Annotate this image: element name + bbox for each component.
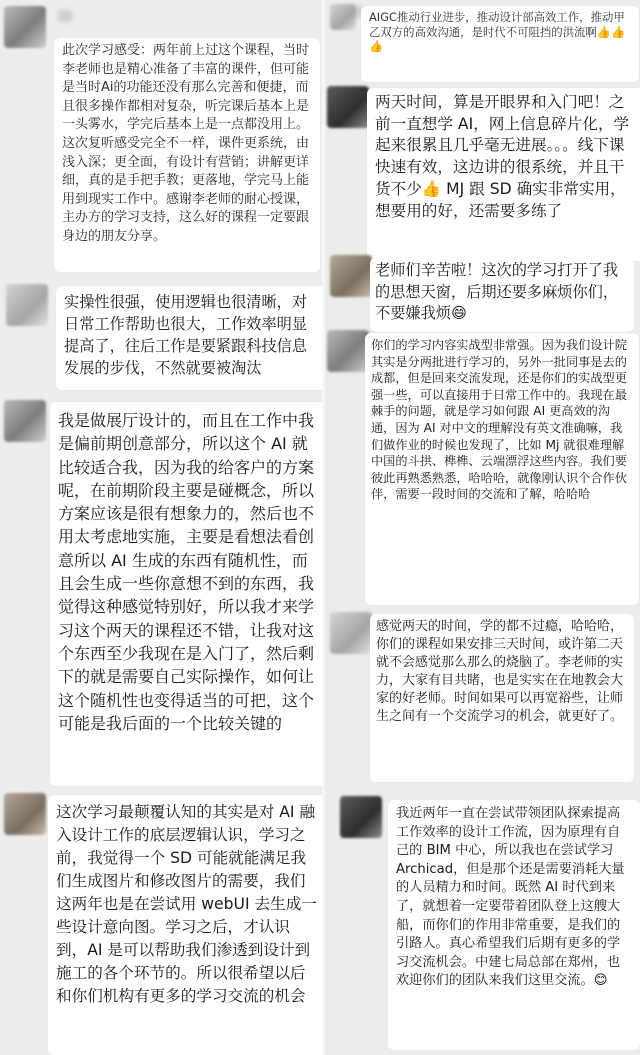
sender-avatar[interactable]: [327, 86, 369, 128]
chat-message-bubble: 这次学习最颠覆认知的其实是对 AI 融入设计工作的底层逻辑认识，学习之前，我觉得一个 SD 可能就能满足我们生成图片和修改图片的需要，我们这两年也是在尝试用 webUI 去生成一些设计意向图。学习之后，才认识到，AI 是可以帮助我们渗透到设计到施工的各个环节的。所以很希望以后和你们机构有更多的学习交流的机会: [48, 795, 328, 1055]
sender-avatar[interactable]: [330, 4, 356, 30]
sender-name-blurred: [58, 10, 72, 22]
chat-message-bubble: 实操性很强，使用逻辑也很清晰，对日常工作帮助也很大，工作效率明显提高了，往后工作是要紧跟科技信息发展的步伐，不然就要被淘汰: [56, 286, 328, 390]
sender-avatar[interactable]: [327, 330, 369, 372]
chat-message-bubble: 此次学习感受：两年前上过这个课程，当时李老师也是精心准备了丰富的课件，但可能是当时Ai的功能还没有那么完善和便捷，而且很多操作都相对复杂，听完课后基本上是一头雾水，学完后基本上是一点都没用上。这次复听感受完全不一样，课件更系统，由浅入深；更全面，有设计有营销；讲解更详细，真的是手把手教；更落地，学完马上能用到现实工作中。感谢李老师的耐心授课，主办方的学习支持，这么好的课程一定要跟身边的朋友分享。: [54, 38, 320, 272]
sender-avatar[interactable]: [4, 793, 46, 835]
sender-avatar[interactable]: [6, 284, 48, 326]
chat-message-bubble: AIGC推动行业进步，推动设计部高效工作，推动甲乙双方的高效沟通，是时代不可阻挡的洪流啊👍👍👍: [361, 6, 639, 82]
chat-message-bubble: 两天时间，算是开眼界和入门吧！之前一直想学 AI，网上信息碎片化，学起来很累且几乎毫无进展。。。线下课快速有效，这边讲的很系统，并且干货不少👍 MJ 跟 SD 确实非常实用，想要用的好，还需要多练了: [367, 88, 640, 261]
chat-message-bubble: 老师们辛苦啦！这次的学习打开了我的思想天窗，后期还要多麻烦你们，不要嫌我烦😄: [370, 258, 634, 332]
sender-avatar[interactable]: [330, 612, 372, 654]
sender-avatar[interactable]: [340, 796, 382, 838]
sender-avatar[interactable]: [4, 400, 46, 442]
chat-message-bubble: 我是做展厅设计的，而且在工作中我是偏前期创意部分，所以这个 AI 就比较适合我，因为我的给客户的方案呢，在前期阶段主要是碰概念，所以方案应该是很有想象力的，然后也不用太考虑地实施，主要是看想法看创意所以 AI 生成的东西有随机性，而且会生成一些你意想不到的东西，我觉得这种感觉特别好，所以我才来学习这个两天的课程还不错，让我对这个东西至少我现在是入门了，然后剩下的就是需要自己实际操作，如何让这个随机性也变得适当的可把，这个可能是我后面的一个比较关键的: [50, 402, 328, 786]
chat-message-bubble: 感觉两天的时间，学的都不过瘾，哈哈哈，你们的课程如果安排三天时间，或许第二天就不会感觉那么那么的烧脑了。李老师的实力，大家有目共睹，也是实实在在地教会大家的好老师。时间如果可以再宽裕些，让师生之间有一个交流学习的机会，就更好了。: [370, 614, 634, 782]
sender-avatar[interactable]: [4, 6, 46, 48]
sender-avatar[interactable]: [330, 255, 372, 297]
chat-message-bubble: 我近两年一直在尝试带领团队探索提高工作效率的设计工作流，因为原理有自己的 BIM 中心，所以我也在尝试学习 Archicad，但是那个还是需要消耗大量的人员精力和时间。既然 AI 时代到来了，就想着一定要带着团队登上这艘大船，而你们的作用非常重要，是我们的引路人。真心希望我们后期有更多的学习交流机会。中建七局总部在郑州，也欢迎你们的团队来我们这里交流。😊: [388, 800, 640, 1050]
chat-message-bubble: 你们的学习内容实战型非常强。因为我们设计院其实是分两批进行学习的，另外一批同事是去的成都，但是回来交流发现，还是你们的实战型更强一些，可以直接用于日常工作中的。我现在最棘手的问题，就是学习如何跟 AI 更高效的沟通，因为 AI 对中文的理解没有英文准确嘛，我们做作业的时候也发现了，比如 Mj 就很难理解中国的斗拱、榫榫、云端漂浮这些内容。我们要彼此再熟悉熟悉，哈哈哈，就像刚认识个合作伙伴，需要一段时间的交流和了解，哈哈哈: [365, 333, 639, 605]
